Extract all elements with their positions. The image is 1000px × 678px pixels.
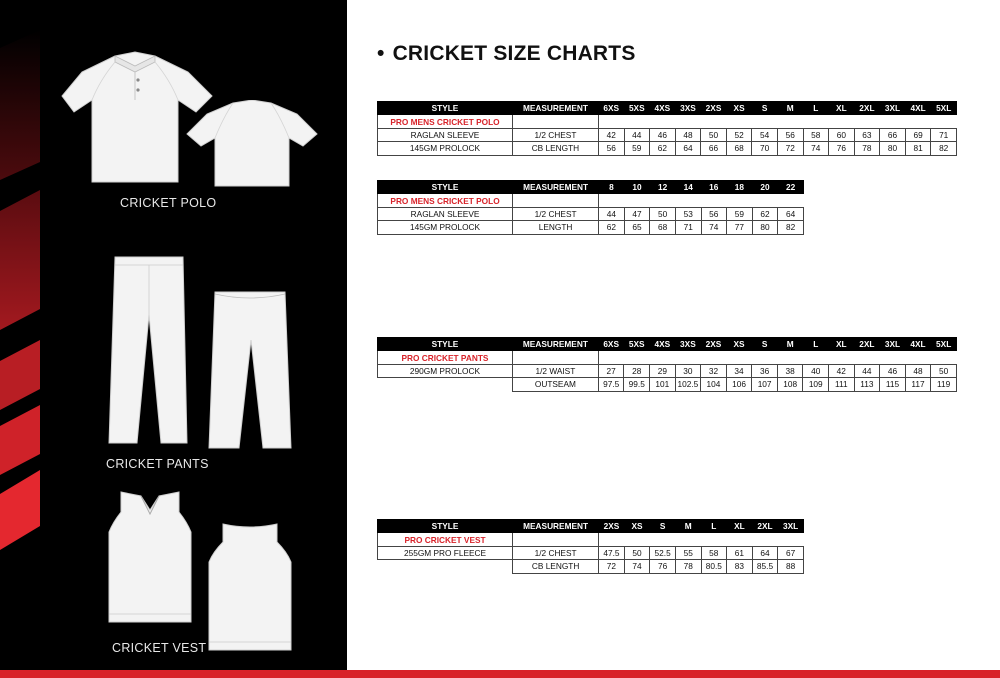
table-cell: 48 [905, 364, 931, 377]
table-cell [701, 351, 727, 364]
table-cell [378, 560, 513, 573]
column-header: 2XL [854, 338, 880, 351]
table-cell [880, 351, 906, 364]
column-header: 3XL [880, 338, 906, 351]
column-header: S [752, 102, 778, 115]
product-row [378, 533, 804, 546]
column-header: 3XL [778, 520, 804, 533]
column-header: STYLE [378, 102, 513, 115]
column-header: M [777, 338, 803, 351]
table-cell: 44 [599, 207, 625, 220]
product-name: PRO CRICKET VEST [378, 533, 513, 546]
column-header: STYLE [378, 181, 513, 194]
table-cell [777, 115, 803, 128]
column-header: 3XL [880, 102, 906, 115]
table-cell: 255GM PRO FLEECE [378, 546, 513, 559]
page-title [377, 42, 636, 66]
table-cell [624, 351, 650, 364]
accent-stripe [0, 340, 40, 410]
table-cell [905, 351, 931, 364]
column-header: 3XS [675, 338, 701, 351]
table-cell: 54 [752, 128, 778, 141]
table-row [378, 546, 804, 559]
table-cell: 58 [701, 546, 727, 559]
table-cell: 40 [803, 364, 829, 377]
table-cell [726, 351, 752, 364]
table-cell [752, 194, 778, 207]
column-header: 18 [727, 181, 753, 194]
column-header: M [675, 520, 701, 533]
column-header: S [752, 338, 778, 351]
column-header: MEASUREMENT [513, 520, 599, 533]
column-header: XS [726, 102, 752, 115]
table-cell: 290GM PROLOCK [378, 364, 513, 377]
table-cell: 32 [701, 364, 727, 377]
table-cell: 113 [854, 378, 880, 391]
table-cell: 1/2 WAIST [512, 364, 598, 377]
title-bullet: • [377, 42, 385, 65]
table-cell [512, 115, 598, 128]
column-header: 3XS [675, 102, 701, 115]
table-cell: 48 [675, 128, 701, 141]
table-cell: 58 [803, 128, 829, 141]
table-cell: 108 [777, 378, 803, 391]
table-cell: 65 [624, 221, 650, 234]
table-cell [777, 351, 803, 364]
column-header: MEASUREMENT [512, 102, 598, 115]
table-cell: 47 [624, 207, 650, 220]
table-cell: 72 [777, 142, 803, 155]
table-cell: 64 [675, 142, 701, 155]
table-cell: 50 [650, 207, 676, 220]
accent-stripe [0, 30, 40, 180]
size-table-polo-adult [377, 101, 957, 156]
table-header-row [378, 338, 957, 351]
table-cell: 34 [726, 364, 752, 377]
table-cell: 59 [727, 207, 753, 220]
vest-label: CRICKET VEST [112, 641, 207, 655]
table-cell: 27 [598, 364, 624, 377]
table-cell: 74 [701, 221, 727, 234]
table-cell [675, 351, 701, 364]
column-header: 5XS [624, 338, 650, 351]
polo-label: CRICKET POLO [120, 196, 217, 210]
column-header: 14 [675, 181, 701, 194]
table-cell [624, 533, 650, 546]
table-cell: 30 [675, 364, 701, 377]
column-header: L [803, 102, 829, 115]
column-header: 2XL [854, 102, 880, 115]
table-cell: 76 [650, 560, 676, 573]
table-cell: 44 [854, 364, 880, 377]
size-table-vest [377, 519, 804, 574]
table-cell: 145GM PROLOCK [378, 221, 513, 234]
column-header: XL [727, 520, 753, 533]
column-header: 2XS [599, 520, 625, 533]
column-header: XS [726, 338, 752, 351]
table-cell: 107 [752, 378, 778, 391]
table-cell [778, 533, 804, 546]
table-cell [752, 351, 778, 364]
column-header: XS [624, 520, 650, 533]
table-cell [880, 115, 906, 128]
table-cell: 72 [599, 560, 625, 573]
table-cell [727, 533, 753, 546]
table-cell: LENGTH [513, 221, 599, 234]
column-header: 6XS [598, 102, 624, 115]
table-cell: 74 [803, 142, 829, 155]
table-cell [513, 533, 599, 546]
table-cell: 88 [778, 560, 804, 573]
table-cell [599, 533, 625, 546]
table-cell: 50 [701, 128, 727, 141]
product-row [378, 351, 957, 364]
table-cell: 46 [650, 128, 676, 141]
table-cell: CB LENGTH [513, 560, 599, 573]
column-header: 2XS [701, 338, 727, 351]
pants-label: CRICKET PANTS [106, 457, 209, 471]
table-row [378, 560, 804, 573]
column-header: 5XL [931, 102, 957, 115]
table-cell: 111 [829, 378, 855, 391]
table-cell: 52 [726, 128, 752, 141]
table-cell: 115 [880, 378, 906, 391]
table-cell: 50 [624, 546, 650, 559]
column-header: STYLE [378, 338, 513, 351]
table-cell [650, 351, 676, 364]
accent-stripe [0, 190, 40, 330]
table-cell: 62 [650, 142, 676, 155]
table-cell: 83 [727, 560, 753, 573]
table-cell: 62 [599, 221, 625, 234]
accent-stripe [0, 470, 40, 550]
table-cell: 1/2 CHEST [512, 128, 598, 141]
column-header: 12 [650, 181, 676, 194]
table-cell [829, 115, 855, 128]
table-cell [512, 351, 598, 364]
table-cell: 56 [598, 142, 624, 155]
table-cell [752, 115, 778, 128]
table-cell: 46 [880, 364, 906, 377]
product-name: PRO MENS CRICKET POLO [378, 194, 513, 207]
table-cell: 1/2 CHEST [513, 207, 599, 220]
table-cell: 80 [752, 221, 778, 234]
table-cell: 71 [931, 128, 957, 141]
table-cell [854, 115, 880, 128]
table-cell: 99.5 [624, 378, 650, 391]
table-cell: RAGLAN SLEEVE [378, 128, 513, 141]
column-header: 20 [752, 181, 778, 194]
table-row [378, 221, 804, 234]
table-cell: 1/2 CHEST [513, 546, 599, 559]
column-header: XL [829, 102, 855, 115]
size-table-polo-youth [377, 180, 804, 235]
table-row [378, 378, 957, 391]
column-header: MEASUREMENT [513, 181, 599, 194]
product-row [378, 115, 957, 128]
product-name: PRO CRICKET PANTS [378, 351, 513, 364]
vest-back-image [205, 520, 295, 655]
table-cell [829, 351, 855, 364]
table-cell: 82 [778, 221, 804, 234]
table-cell: 29 [650, 364, 676, 377]
column-header: 2XS [701, 102, 727, 115]
column-header: 22 [778, 181, 804, 194]
table-cell [931, 115, 957, 128]
column-header: 5XS [624, 102, 650, 115]
table-cell: 47.5 [599, 546, 625, 559]
table-cell [624, 194, 650, 207]
table-cell: 61 [727, 546, 753, 559]
table-cell [931, 351, 957, 364]
table-cell: 42 [829, 364, 855, 377]
column-header: MEASUREMENT [512, 338, 598, 351]
column-header: STYLE [378, 520, 513, 533]
table-cell [726, 115, 752, 128]
table-cell [778, 194, 804, 207]
table-cell [701, 194, 727, 207]
table-cell: 81 [905, 142, 931, 155]
table-cell: 78 [854, 142, 880, 155]
table-row [378, 142, 957, 155]
table-row [378, 128, 957, 141]
bottom-accent-bar [0, 670, 1000, 678]
table-cell: 97.5 [598, 378, 624, 391]
table-cell: 38 [777, 364, 803, 377]
table-cell: 59 [624, 142, 650, 155]
table-cell [598, 351, 624, 364]
table-cell [378, 378, 513, 391]
column-header: 4XL [905, 338, 931, 351]
table-cell: 56 [701, 207, 727, 220]
table-cell: RAGLAN SLEEVE [378, 207, 513, 220]
table-cell: 53 [675, 207, 701, 220]
table-cell: 82 [931, 142, 957, 155]
table-cell: 28 [624, 364, 650, 377]
table-cell: 42 [598, 128, 624, 141]
table-cell: 145GM PROLOCK [378, 142, 513, 155]
accent-stripe [0, 405, 40, 475]
table-cell [905, 115, 931, 128]
table-header-row [378, 520, 804, 533]
table-cell [675, 194, 701, 207]
table-cell: 74 [624, 560, 650, 573]
column-header: L [803, 338, 829, 351]
table-cell: 67 [778, 546, 804, 559]
table-header-row [378, 181, 804, 194]
table-cell: 109 [803, 378, 829, 391]
column-header: 10 [624, 181, 650, 194]
table-cell [650, 115, 676, 128]
column-header: S [650, 520, 676, 533]
table-cell: 117 [905, 378, 931, 391]
table-cell [599, 194, 625, 207]
table-cell: 36 [752, 364, 778, 377]
table-cell: 44 [624, 128, 650, 141]
column-header: XL [829, 338, 855, 351]
table-cell: 56 [777, 128, 803, 141]
table-cell [701, 533, 727, 546]
column-header: L [701, 520, 727, 533]
table-header-row [378, 102, 957, 115]
table-cell: 52.5 [650, 546, 676, 559]
table-cell: 62 [752, 207, 778, 220]
table-cell: OUTSEAM [512, 378, 598, 391]
table-row [378, 207, 804, 220]
table-row [378, 364, 957, 377]
table-cell: 69 [905, 128, 931, 141]
table-cell: 70 [752, 142, 778, 155]
table-cell [675, 533, 701, 546]
table-cell: 66 [701, 142, 727, 155]
table-cell [803, 115, 829, 128]
table-cell: 102.5 [675, 378, 701, 391]
table-cell [752, 533, 778, 546]
table-cell: 80.5 [701, 560, 727, 573]
table-cell: 77 [727, 221, 753, 234]
table-cell: 66 [880, 128, 906, 141]
table-cell: 76 [829, 142, 855, 155]
table-cell: 68 [726, 142, 752, 155]
table-cell: 104 [701, 378, 727, 391]
table-cell [624, 115, 650, 128]
page-title-text: CRICKET SIZE CHARTS [392, 42, 636, 65]
table-cell: 80 [880, 142, 906, 155]
table-cell: 71 [675, 221, 701, 234]
garment-panel [0, 0, 347, 678]
table-cell [854, 351, 880, 364]
table-cell [701, 115, 727, 128]
table-cell [803, 351, 829, 364]
table-cell: 106 [726, 378, 752, 391]
pants-front-image [105, 255, 190, 445]
size-table-pants [377, 337, 957, 392]
table-cell [513, 194, 599, 207]
column-header: 16 [701, 181, 727, 194]
table-cell: 85.5 [752, 560, 778, 573]
table-cell: 68 [650, 221, 676, 234]
table-cell: 55 [675, 546, 701, 559]
table-cell: 50 [931, 364, 957, 377]
column-header: M [777, 102, 803, 115]
column-header: 2XL [752, 520, 778, 533]
table-cell [650, 533, 676, 546]
table-cell: CB LENGTH [512, 142, 598, 155]
table-cell: 63 [854, 128, 880, 141]
table-cell: 64 [778, 207, 804, 220]
table-cell: 78 [675, 560, 701, 573]
column-header: 5XL [931, 338, 957, 351]
pants-back-image [205, 290, 295, 450]
product-name: PRO MENS CRICKET POLO [378, 115, 513, 128]
product-row [378, 194, 804, 207]
table-cell [727, 194, 753, 207]
table-cell [650, 194, 676, 207]
table-cell: 119 [931, 378, 957, 391]
column-header: 6XS [598, 338, 624, 351]
table-cell: 101 [650, 378, 676, 391]
table-cell: 64 [752, 546, 778, 559]
table-cell [675, 115, 701, 128]
table-cell: 60 [829, 128, 855, 141]
column-header: 4XL [905, 102, 931, 115]
table-cell [598, 115, 624, 128]
polo-back-image [185, 100, 320, 188]
column-header: 4XS [650, 102, 676, 115]
column-header: 8 [599, 181, 625, 194]
column-header: 4XS [650, 338, 676, 351]
vest-front-image [105, 488, 195, 626]
